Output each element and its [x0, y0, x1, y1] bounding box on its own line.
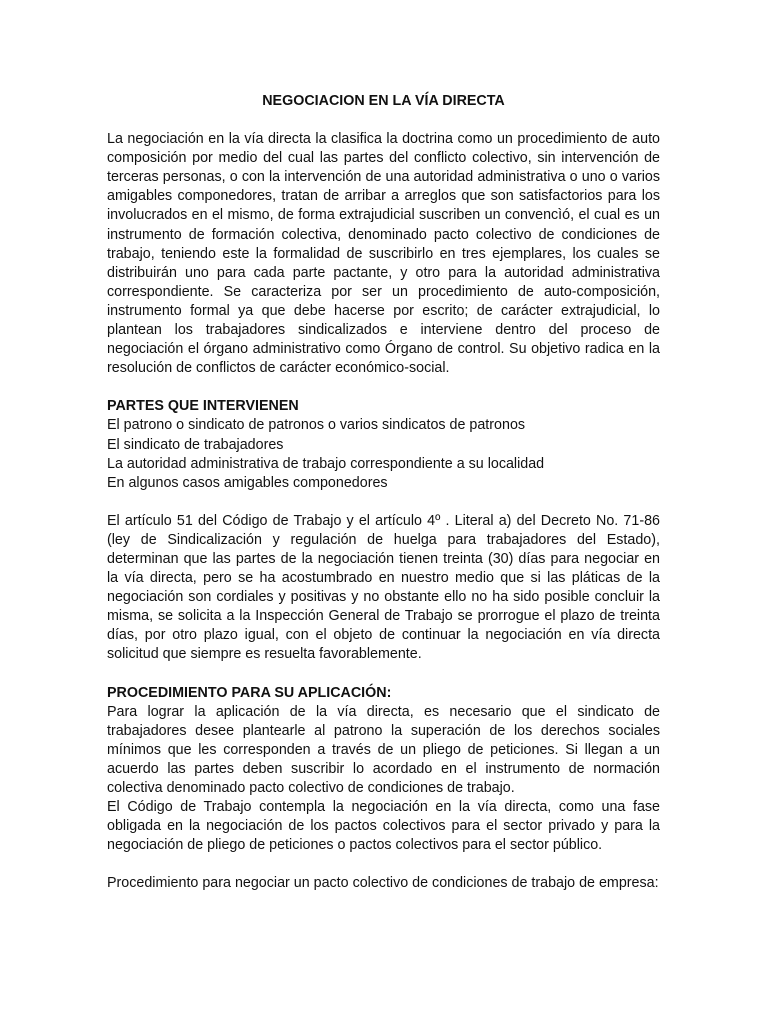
articulo-paragraph: El artículo 51 del Código de Trabajo y el artículo 4º . Literal a) del Decreto No. 71-86 (ley de Sindicalización y regulación de huelga para trabajadores del Estado), determinan que las partes de la negociación tienen treinta (30) días para negociar en la vía directa, pero se ha acostumbrado en nuestro medio que si las pláticas de la negociación son cordiales y positivas y no obstante ello no ha sido posible concluir la misma, se solicita a la Inspección General de Trabajo se prorrogue el plazo de treinta días, por otro plazo igual, con el objeto de continuar la negociación en vía directa solicitud que siempre es resuelta favorablemente.	[107, 512, 660, 663]
document-title: NEGOCIACION EN LA VÍA DIRECTA	[262, 93, 505, 109]
procedimiento-paragraph-1: Para lograr la aplicación de la vía directa, es necesario que el sindicato de trabajadores desee plantearle al patrono la superación de los derechos sociales mínimos que les corresponden a través de un pliego de peticiones. Si llegan a un acuerdo las partes deben suscribir lo acordado en el instrumento de normación colectiva denominado pacto colectivo de condiciones de trabajo.	[107, 703, 660, 796]
procedimiento-heading: PROCEDIMIENTO PARA SU APLICACIÓN:	[107, 684, 392, 701]
intro-paragraph: La negociación en la vía directa la clasifica la doctrina como un procedimiento de auto composición por medio del cual las partes del conflicto colectivo, sin intervención de terceras personas, o con la intervención de una autoridad administrativa o uno o varios amigables componedores, tratan de arribar a arreglos que son satisfactorios para los involucrados en el mismo, de forma extrajudicial suscriben un convencìó, el cual es un instrumento de formación colectiva, denominado pacto colectivo de condiciones de trabajo, teniendo este la formalidad de suscribirlo en tres ejemplares, los cuales se distribuirán uno para cada parte pactante, y otro para la autoridad administrativa correspondiente. Se caracteriza por ser un procedimiento de auto-composición, instrumento formal ya que debe hacerse por escrito; de carácter extrajudicial, lo plantean los trabajadores sindicalizados e interviene dentro del proceso de negociación el órgano administrativo como Órgano de control. Su objetivo radica en la resolución de conflictos de carácter económico-social.	[107, 131, 660, 377]
spacer	[107, 493, 660, 512]
partes-item: El patrono o sindicato de patronos o varios sindicatos de patronos	[107, 417, 526, 434]
document-body	[107, 92, 660, 893]
partes-item: El sindicato de trabajadores	[107, 436, 284, 453]
spacer	[107, 665, 660, 684]
spacer	[107, 855, 660, 874]
spacer	[107, 378, 660, 397]
procedimiento-paragraph-2: El Código de Trabajo contempla la negociación en la vía directa, como una fase obligada en la negociación de los pactos colectivos para el sector privado y para la negociación de pliego de peticiones o pactos colectivos para el sector público.	[107, 799, 660, 854]
partes-item: La autoridad administrativa de trabajo correspondiente a su localidad	[107, 455, 545, 472]
partes-heading: PARTES QUE INTERVIENEN	[107, 398, 299, 415]
closing-line: Procedimiento para negociar un pacto colectivo de condiciones de trabajo de empresa:	[107, 875, 659, 892]
partes-item: En algunos casos amigables componedores	[107, 474, 388, 491]
